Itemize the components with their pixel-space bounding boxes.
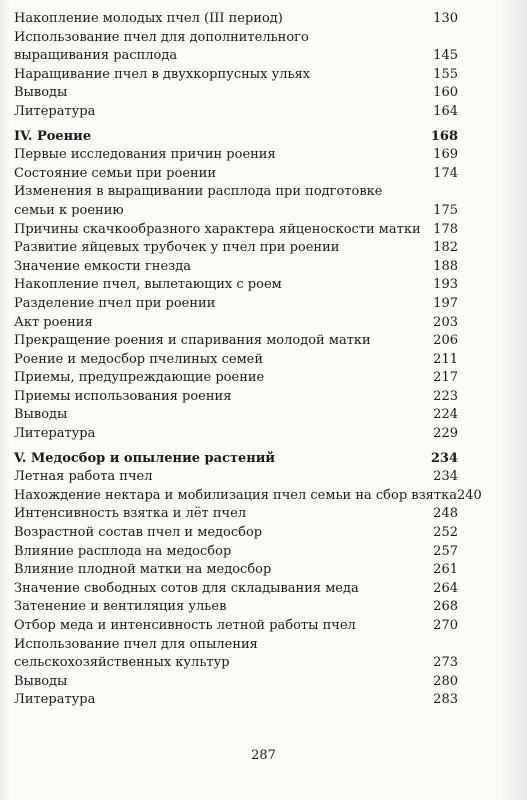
toc-entry-title: Накопление молодых пчел (III период): [14, 11, 283, 26]
toc-entry-page: 203: [433, 314, 458, 330]
toc-entry-title: Летная работа пчел: [14, 469, 153, 485]
toc-entry-page: 206: [433, 333, 458, 349]
toc-entry-page: 261: [433, 562, 458, 578]
toc-entry-title: Нахождение нектара и мобилизация пчел семьи на сбор взятка: [14, 487, 457, 503]
toc-entry: [14, 561, 458, 580]
toc-entry-page: 234: [430, 450, 458, 466]
toc-entry-title: V. Медосбор и опыление растений: [14, 450, 276, 466]
toc-entry-page: 264: [433, 580, 458, 596]
toc-entry-title: Прекращение роения и спаривания молодой матки: [14, 333, 371, 349]
toc-entry-title: Использование пчел для опыления сельскохозяйственных культур: [14, 636, 258, 671]
toc-entry-title: Накопление пчел, вылетающих с роем: [14, 277, 282, 293]
toc-entry-title: Состояние семьи при роении: [14, 165, 217, 181]
toc-entry-title: Наращивание пчел в двухкорпусных ульях: [14, 66, 311, 82]
toc-entry-title: Значение емкости гнезда: [14, 258, 191, 274]
toc-entry-title: Затенение и вентиляция ульев: [14, 599, 227, 615]
toc-entry-page: 160: [433, 85, 458, 101]
toc-entry: [14, 636, 458, 673]
toc-entry-title: Выводы: [14, 85, 68, 101]
toc-entry: [14, 505, 458, 524]
toc-entry-page: 211: [433, 351, 458, 367]
toc-entry-page: 234: [433, 469, 458, 485]
toc-entry-page: 168: [430, 128, 458, 144]
toc-entry-page: 174: [433, 165, 458, 181]
toc-entry-title: Возрастной состав пчел и медосбор: [14, 525, 263, 541]
toc-entry-title: Литература: [14, 426, 96, 442]
toc-entry-title: Использование пчел для дополнительного выращивания расплода: [14, 29, 309, 64]
toc-entry-page: 283: [433, 692, 458, 708]
toc-entry-title: Интенсивность взятка и лёт пчел: [14, 506, 247, 522]
toc-entry-title: Причины скачкообразного характера яйценоскости матки: [14, 221, 421, 237]
toc-entry-page: 197: [433, 295, 458, 311]
toc-entry-page: 257: [433, 543, 458, 559]
toc-entry: [14, 406, 458, 425]
toc-entry-page: 270: [433, 618, 458, 633]
toc-entry: [14, 146, 458, 165]
toc-entry: [14, 276, 458, 295]
toc-entry-title: Развитие яйцевых трубочек у пчел при роении: [14, 240, 340, 256]
toc-entry: [14, 295, 458, 314]
toc-entry-page: 175: [433, 202, 458, 218]
toc-entry: [14, 84, 458, 103]
toc-entry: [14, 487, 482, 506]
toc-entry: [14, 617, 458, 636]
toc-entry: [14, 10, 458, 29]
toc-entry-page: 178: [433, 221, 458, 237]
toc-entry: [14, 165, 458, 184]
table-of-contents: [14, 10, 482, 710]
toc-entry: [14, 221, 458, 240]
page-number: 287: [251, 748, 276, 763]
toc-entry-title: Акт роения: [14, 314, 93, 330]
toc-entry-page: 268: [433, 599, 458, 615]
toc-entry: [14, 66, 458, 85]
toc-entry-title: Отбор меда и интенсивность летной работы пчел: [14, 618, 356, 633]
toc-entry: [14, 369, 458, 388]
toc-entry-title: Выводы: [14, 407, 68, 423]
toc-entry-title: Разделение пчел при роении: [14, 295, 216, 311]
toc-entry: [14, 543, 458, 562]
toc-entry: [14, 388, 458, 407]
toc-entry-page: 217: [433, 370, 458, 386]
toc-entry-page: 280: [433, 673, 458, 689]
toc-entry: [14, 468, 458, 487]
toc-entry-title: Роение и медосбор пчелиных семей: [14, 351, 264, 367]
toc-entry: [14, 425, 458, 444]
toc-section-heading: [14, 128, 458, 147]
toc-entry-page: 188: [433, 258, 458, 274]
toc-entry-title: Приемы, предупреждающие роение: [14, 370, 265, 386]
toc-entry-page: 164: [433, 103, 458, 119]
toc-entry: [14, 351, 458, 370]
toc-entry: [14, 691, 458, 710]
toc-entry-title: Литература: [14, 692, 96, 708]
toc-entry-page: 273: [433, 655, 458, 671]
toc-entry-page: 130: [433, 11, 458, 26]
toc-entry: [14, 103, 458, 122]
toc-entry-page: 193: [433, 277, 458, 293]
toc-entry-title: IV. Роение: [14, 128, 92, 144]
toc-section-heading: [14, 450, 458, 469]
toc-entry-page: 252: [433, 525, 458, 541]
toc-entry: [14, 332, 458, 351]
toc-entry-page: 182: [433, 240, 458, 256]
toc-entry-title: Значение свободных сотов для складывания меда: [14, 580, 359, 596]
toc-entry: [14, 183, 458, 220]
toc-entry: [14, 524, 458, 543]
toc-entry-page: 169: [433, 147, 458, 163]
toc-entry-title: Влияние расплода на медосбор: [14, 543, 232, 559]
toc-entry-title: Первые исследования причин роения: [14, 147, 276, 163]
toc-entry: [14, 239, 458, 258]
toc-entry: [14, 598, 458, 617]
toc-entry-title: Влияние плодной матки на медосбор: [14, 562, 272, 578]
toc-entry-title: Изменения в выращивании расплода при подготовке семьи к роению: [14, 184, 383, 218]
toc-entry-title: Приемы использования роения: [14, 388, 232, 404]
toc-entry: [14, 673, 458, 692]
toc-entry-page: 145: [433, 48, 458, 64]
toc-entry-page: 223: [433, 388, 458, 404]
toc-entry: [14, 314, 458, 333]
toc-entry-page: 240: [456, 487, 482, 503]
toc-entry-page: 155: [433, 66, 458, 82]
toc-entry: [14, 580, 458, 599]
toc-entry-page: 229: [433, 426, 458, 442]
toc-entry-title: Литература: [14, 103, 96, 119]
toc-entry: [14, 258, 458, 277]
toc-entry-page: 248: [433, 506, 458, 522]
toc-entry-page: 224: [433, 407, 458, 423]
toc-entry: [14, 29, 458, 66]
toc-entry-title: Выводы: [14, 673, 68, 689]
